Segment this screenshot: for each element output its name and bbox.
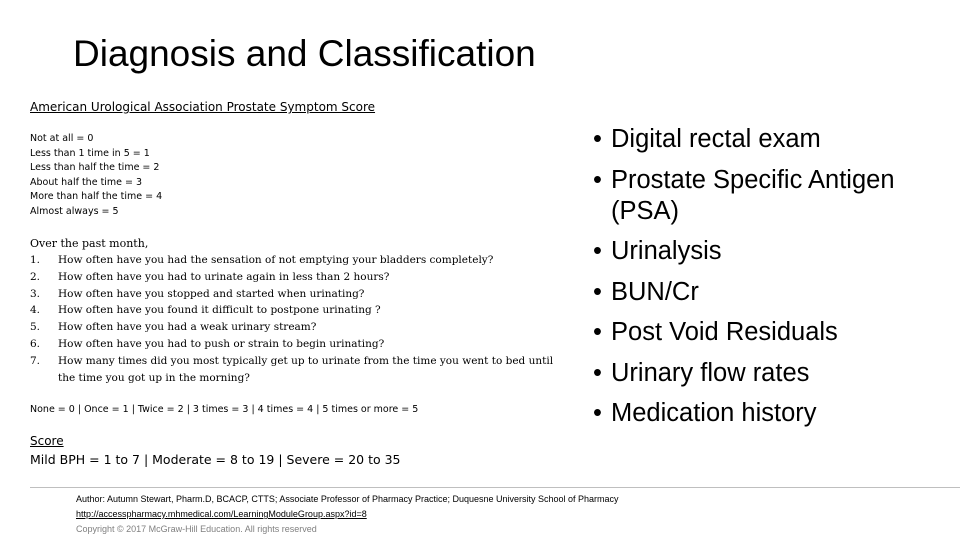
question-item: [30, 336, 570, 353]
score-ranges: Mild BPH = 1 to 7 | Moderate = 8 to 19 | Severe = 20 to 35: [30, 452, 401, 467]
question-number: 1.: [30, 254, 41, 266]
bullet-icon: •: [593, 277, 602, 306]
response-scale-list: [30, 132, 162, 219]
question-item: [30, 286, 570, 303]
bullet-icon: •: [593, 318, 602, 346]
footer-link[interactable]: http://accesspharmacy.mhmedical.com/LearningModuleGroup.aspx?id=8: [76, 509, 367, 519]
workup-item-text: Digital rectal exam: [611, 125, 821, 153]
question-item: [30, 269, 570, 286]
scale-item: Not at all = 0: [30, 133, 94, 144]
question-item: [30, 302, 570, 319]
workup-item: [593, 165, 941, 227]
question-number: 2.: [30, 270, 41, 283]
score-heading: Score: [30, 434, 64, 448]
scale-item: About half the time = 3: [30, 176, 143, 188]
workup-item-text: BUN/Cr: [611, 277, 699, 306]
workup-item: [593, 236, 941, 267]
bullet-icon: •: [593, 165, 602, 194]
workup-item: [593, 277, 941, 308]
question-number: 7.: [30, 354, 41, 367]
scale-item: More than half the time = 4: [30, 191, 163, 202]
question-item: [30, 319, 570, 336]
nocturia-scale: None = 0 | Once = 1 | Twice = 2 | 3 times = 3 | 4 times = 4 | 5 times or more = 5: [30, 404, 419, 415]
workup-item-text: Urinary flow rates: [611, 358, 810, 387]
workup-item: [593, 358, 941, 389]
question-text: How often have you found it difficult to postpone urinating ?: [58, 304, 381, 317]
bullet-icon: •: [593, 358, 602, 387]
question-number: 6.: [30, 337, 41, 350]
workup-item: [593, 398, 941, 429]
question-text: How often have you stopped and started when urinating?: [58, 287, 365, 300]
scale-item: Almost always = 5: [30, 205, 119, 217]
symptom-score-title: American Urological Association Prostate Symptom Score: [30, 100, 376, 114]
footer-divider: [30, 487, 960, 488]
question-text: How often have you had to urinate again in less than 2 hours?: [58, 270, 390, 283]
workup-item: [593, 317, 941, 348]
question-number: 4.: [30, 304, 41, 317]
question-text: How many times did you most typically get up to urinate from the time you went to bed until the time you got up in the morning?: [58, 354, 554, 384]
bullet-icon: •: [593, 399, 602, 427]
question-item: [30, 353, 570, 387]
workup-item: [593, 124, 941, 155]
bullet-icon: •: [593, 237, 602, 265]
slide-title: Diagnosis and Classification: [73, 33, 536, 74]
question-list: [30, 252, 570, 386]
workup-item-text: Prostate Specific Antigen (PSA): [611, 165, 895, 225]
workup-item-text: Urinalysis: [611, 237, 722, 265]
question-number: 5.: [30, 321, 41, 334]
question-text: How often have you had to push or strain to begin urinating?: [58, 337, 385, 350]
question-item: [30, 252, 570, 269]
bullet-icon: •: [593, 125, 602, 153]
workup-item-text: Post Void Residuals: [611, 318, 838, 346]
footer-author: Author: Autumn Stewart, Pharm.D, BCACP, CTTS; Associate Professor of Pharmacy Practice; Duquesne University School of Pharmacy: [76, 494, 619, 504]
question-number: 3.: [30, 287, 41, 300]
question-text: How often have you had the sensation of not emptying your bladders completely?: [58, 254, 494, 266]
questions-intro: Over the past month,: [30, 237, 149, 250]
question-text: How often have you had a weak urinary stream?: [58, 321, 317, 334]
scale-item: Less than half the time = 2: [30, 162, 160, 173]
workup-list: [593, 124, 941, 439]
workup-item-text: Medication history: [611, 399, 817, 427]
footer-copyright: Copyright © 2017 McGraw-Hill Education. All rights reserved: [76, 524, 317, 534]
scale-item: Less than 1 time in 5 = 1: [30, 147, 150, 159]
